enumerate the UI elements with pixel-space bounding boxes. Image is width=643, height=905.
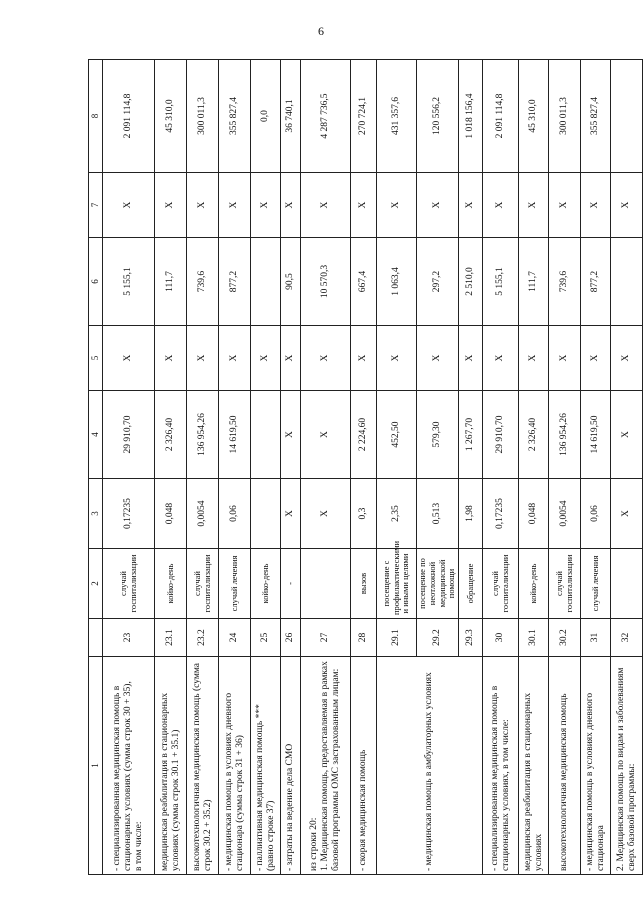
cost-cell: 2 224,60 xyxy=(351,391,377,479)
percapita-cell: 739,6 xyxy=(187,238,219,326)
col5-cell: X xyxy=(281,326,301,391)
territorial-program-table xyxy=(88,59,643,875)
col7-cell: X xyxy=(459,173,483,238)
table-row xyxy=(549,60,581,875)
col5-cell: X xyxy=(351,326,377,391)
row-label: - медицинская помощь в условиях дневного стационара (сумма строк 31 + 36) xyxy=(219,657,251,875)
table-row xyxy=(219,60,251,875)
total-cell: 120 556,2 xyxy=(417,60,459,173)
row-code: 23.2 xyxy=(187,619,219,657)
row-label: - затраты на ведение дела СМО xyxy=(281,657,301,875)
total-cell: 45 310,0 xyxy=(155,60,187,173)
cost-cell: 29 910,70 xyxy=(103,391,155,479)
row-code: 29.1 xyxy=(377,619,417,657)
percapita-cell: 297,2 xyxy=(417,238,459,326)
col5-cell: X xyxy=(377,326,417,391)
column-header: 7 xyxy=(89,173,103,238)
column-number-row xyxy=(89,60,103,875)
unit-cell: вызов xyxy=(351,549,377,619)
col5-cell: X xyxy=(549,326,581,391)
row-code: 25 xyxy=(251,619,281,657)
cost-cell: 2 326,40 xyxy=(519,391,549,479)
table-row xyxy=(611,60,643,875)
cost-cell: 1 267,70 xyxy=(459,391,483,479)
percapita-cell xyxy=(611,238,643,326)
unit-cell: обращение xyxy=(459,549,483,619)
volume-cell: 0,0054 xyxy=(187,479,219,549)
unit-cell: случай госпитализации xyxy=(187,549,219,619)
unit-cell: случай лечения xyxy=(219,549,251,619)
total-cell: 36 740,1 xyxy=(281,60,301,173)
unit-cell: койко-день xyxy=(251,549,281,619)
unit-cell: посещение с профилактическими и иными целями xyxy=(377,549,417,619)
col7-cell: X xyxy=(103,173,155,238)
cost-cell: X xyxy=(301,391,351,479)
column-header: 1 xyxy=(89,657,103,875)
table-body xyxy=(103,60,643,875)
total-cell: 45 310,0 xyxy=(519,60,549,173)
total-cell: 2 091 114,8 xyxy=(103,60,155,173)
percapita-cell: 667,4 xyxy=(351,238,377,326)
cost-cell: X xyxy=(281,391,301,479)
col7-cell: X xyxy=(281,173,301,238)
col5-cell: X xyxy=(301,326,351,391)
percapita-cell: 111,7 xyxy=(519,238,549,326)
total-cell xyxy=(611,60,643,173)
page-number: 6 xyxy=(318,24,324,38)
row-label: - специализированная медицинская помощь в стационарных условиях (сумма строк 30 + 35), в том числе: xyxy=(103,657,155,875)
col5-cell: X xyxy=(219,326,251,391)
table-row xyxy=(351,60,377,875)
total-cell: 270 724,1 xyxy=(351,60,377,173)
table-row xyxy=(483,60,519,875)
unit-cell: койко-день xyxy=(155,549,187,619)
percapita-cell: 90,5 xyxy=(281,238,301,326)
col7-cell: X xyxy=(611,173,643,238)
cost-cell: 136 954,26 xyxy=(549,391,581,479)
percapita-cell: 111,7 xyxy=(155,238,187,326)
total-cell: 1 018 156,4 xyxy=(459,60,483,173)
col7-cell: X xyxy=(219,173,251,238)
unit-cell xyxy=(611,549,643,619)
column-header: 3 xyxy=(89,479,103,549)
col7-cell: X xyxy=(187,173,219,238)
unit-cell: случай госпитализации xyxy=(483,549,519,619)
table-row xyxy=(281,60,301,875)
column-header: 2 xyxy=(89,549,103,619)
cost-cell: 452,50 xyxy=(377,391,417,479)
percapita-cell xyxy=(251,238,281,326)
col5-cell: X xyxy=(187,326,219,391)
total-cell: 2 091 114,8 xyxy=(483,60,519,173)
total-cell: 355 827,4 xyxy=(581,60,611,173)
row-code: 23.1 xyxy=(155,619,187,657)
row-code: 30.1 xyxy=(519,619,549,657)
cost-cell: X xyxy=(611,391,643,479)
cost-cell xyxy=(251,391,281,479)
cost-cell: 14 619,50 xyxy=(219,391,251,479)
volume-cell xyxy=(251,479,281,549)
cost-cell: 579,30 xyxy=(417,391,459,479)
row-label: - паллиативная медицинская помощь *** (равно строке 37) xyxy=(251,657,281,875)
percapita-cell: 10 570,3 xyxy=(301,238,351,326)
volume-cell: 0,513 xyxy=(417,479,459,549)
col5-cell: X xyxy=(251,326,281,391)
row-code: 27 xyxy=(301,619,351,657)
row-label: - специализированная медицинская помощь в стационарных условиях, в том числе: xyxy=(483,657,519,875)
row-label: высокотехнологичная медицинская помощь (сумма строк 30.2 + 35.2) xyxy=(187,657,219,875)
col5-cell: X xyxy=(519,326,549,391)
percapita-cell: 1 063,4 xyxy=(377,238,417,326)
column-header: 4 xyxy=(89,391,103,479)
total-cell: 300 011,3 xyxy=(549,60,581,173)
row-label: из строки 20: 1. Медицинская помощь, предоставляемая в рамках базовой программы ОМС застрахованным лицам: xyxy=(301,657,351,875)
table-row xyxy=(301,60,351,875)
col5-cell: X xyxy=(417,326,459,391)
percapita-cell: 5 155,1 xyxy=(483,238,519,326)
volume-cell: 0,06 xyxy=(219,479,251,549)
row-code: 28 xyxy=(351,619,377,657)
unit-cell: случай госпитализации xyxy=(549,549,581,619)
percapita-cell: 2 510,0 xyxy=(459,238,483,326)
total-cell: 300 011,3 xyxy=(187,60,219,173)
volume-cell: 0,17235 xyxy=(103,479,155,549)
row-code: 30 xyxy=(483,619,519,657)
volume-cell: 0,0054 xyxy=(549,479,581,549)
row-label: - медицинская помощь в условиях дневного стационара xyxy=(581,657,611,875)
unit-cell: случай госпитализации xyxy=(103,549,155,619)
col7-cell: X xyxy=(351,173,377,238)
col7-cell: X xyxy=(155,173,187,238)
row-label: 2. Медицинская помощь по видам и заболеваниям сверх базовой программы: xyxy=(611,657,643,875)
col7-cell: X xyxy=(483,173,519,238)
unit-cell xyxy=(301,549,351,619)
total-cell: 4 287 736,5 xyxy=(301,60,351,173)
row-code: 23 xyxy=(103,619,155,657)
row-code: 29.2 xyxy=(417,619,459,657)
volume-cell: 2,35 xyxy=(377,479,417,549)
col7-cell: X xyxy=(417,173,459,238)
row-label: медицинская реабилитация в стационарных условиях xyxy=(519,657,549,875)
column-header xyxy=(89,619,103,657)
table-row xyxy=(155,60,187,875)
volume-cell: 0,17235 xyxy=(483,479,519,549)
col5-cell: X xyxy=(459,326,483,391)
cost-cell: 136 954,26 xyxy=(187,391,219,479)
col7-cell: X xyxy=(549,173,581,238)
row-label: высокотехнологичная медицинская помощь xyxy=(549,657,581,875)
volume-cell: 0,048 xyxy=(519,479,549,549)
unit-cell: случай лечения xyxy=(581,549,611,619)
unit-cell: - xyxy=(281,549,301,619)
total-cell: 0,0 xyxy=(251,60,281,173)
table-row xyxy=(103,60,155,875)
col7-cell: X xyxy=(301,173,351,238)
row-code: 24 xyxy=(219,619,251,657)
column-header: 6 xyxy=(89,238,103,326)
total-cell: 355 827,4 xyxy=(219,60,251,173)
table-row xyxy=(187,60,219,875)
percapita-cell: 739,6 xyxy=(549,238,581,326)
volume-cell: X xyxy=(301,479,351,549)
row-code: 29.3 xyxy=(459,619,483,657)
cost-cell: 2 326,40 xyxy=(155,391,187,479)
row-code: 26 xyxy=(281,619,301,657)
volume-cell: 0,048 xyxy=(155,479,187,549)
col7-cell: X xyxy=(377,173,417,238)
volume-cell: X xyxy=(281,479,301,549)
col5-cell: X xyxy=(155,326,187,391)
rotated-table-wrapper xyxy=(88,60,637,875)
total-cell: 431 357,6 xyxy=(377,60,417,173)
row-code: 32 xyxy=(611,619,643,657)
table-row xyxy=(581,60,611,875)
percapita-cell: 5 155,1 xyxy=(103,238,155,326)
row-code: 30.2 xyxy=(549,619,581,657)
table-row xyxy=(519,60,549,875)
volume-cell: 1,98 xyxy=(459,479,483,549)
col5-cell: X xyxy=(103,326,155,391)
unit-cell: посещение по неотложной медицинской помощи xyxy=(417,549,459,619)
cost-cell: 14 619,50 xyxy=(581,391,611,479)
percapita-cell: 877,2 xyxy=(581,238,611,326)
row-label: медицинская реабилитация в стационарных условиях (сумма строк 30.1 + 35.1) xyxy=(155,657,187,875)
volume-cell: X xyxy=(611,479,643,549)
row-label: - медицинская помощь в амбулаторных условиях xyxy=(377,657,483,875)
col5-cell: X xyxy=(581,326,611,391)
cost-cell: 29 910,70 xyxy=(483,391,519,479)
col7-cell: X xyxy=(519,173,549,238)
volume-cell: 0,3 xyxy=(351,479,377,549)
col5-cell: X xyxy=(611,326,643,391)
volume-cell: 0,06 xyxy=(581,479,611,549)
row-code: 31 xyxy=(581,619,611,657)
row-label: - скорая медицинская помощь xyxy=(351,657,377,875)
unit-cell: койко-день xyxy=(519,549,549,619)
percapita-cell: 877,2 xyxy=(219,238,251,326)
table-row xyxy=(377,60,417,875)
col5-cell: X xyxy=(483,326,519,391)
column-header: 5 xyxy=(89,326,103,391)
table-row xyxy=(251,60,281,875)
rotated-table-container xyxy=(88,60,637,875)
column-header: 8 xyxy=(89,60,103,173)
col7-cell: X xyxy=(251,173,281,238)
col7-cell: X xyxy=(581,173,611,238)
